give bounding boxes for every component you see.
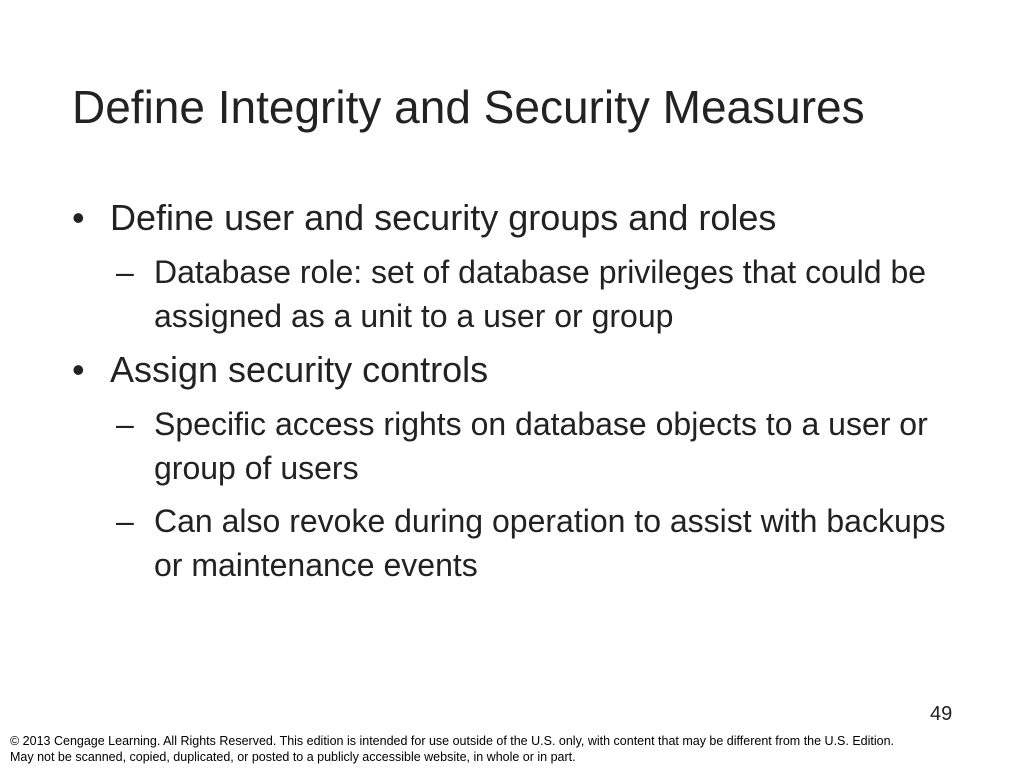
slide-content	[72, 196, 972, 597]
bullet-item	[72, 196, 972, 240]
bullet-text: Define user and security groups and roles	[110, 197, 777, 238]
sub-bullet-group	[72, 402, 972, 587]
sub-bullet-item	[116, 402, 972, 490]
sub-bullet-text: Database role: set of database privileges that could be assigned as a unit to a user or group	[154, 254, 927, 334]
sub-bullet-item	[116, 250, 972, 338]
slide-title: Define Integrity and Security Measures	[72, 81, 865, 133]
sub-bullet-marker: –	[116, 254, 134, 290]
bullet-marker: •	[72, 197, 85, 238]
sub-bullet-item	[116, 499, 972, 587]
sub-bullet-marker: –	[116, 503, 134, 539]
sub-bullet-group	[72, 250, 972, 338]
bullet-text: Assign security controls	[110, 349, 489, 390]
copyright-notice	[10, 733, 1020, 765]
copyright-line: © 2013 Cengage Learning. All Rights Reserved. This edition is intended for use outside of the U.S. only, with content that may be different from the U.S. Edition.	[10, 734, 895, 748]
copyright-line: May not be scanned, copied, duplicated, or posted to a publicly accessible website, in whole or in part.	[10, 750, 576, 764]
bullet-item	[72, 348, 972, 392]
sub-bullet-text: Can also revoke during operation to assist with backups or maintenance events	[154, 503, 946, 583]
sub-bullet-text: Specific access rights on database objects to a user or group of users	[154, 406, 928, 486]
sub-bullet-marker: –	[116, 406, 134, 442]
bullet-marker: •	[72, 349, 85, 390]
page-number: 49	[930, 703, 953, 725]
